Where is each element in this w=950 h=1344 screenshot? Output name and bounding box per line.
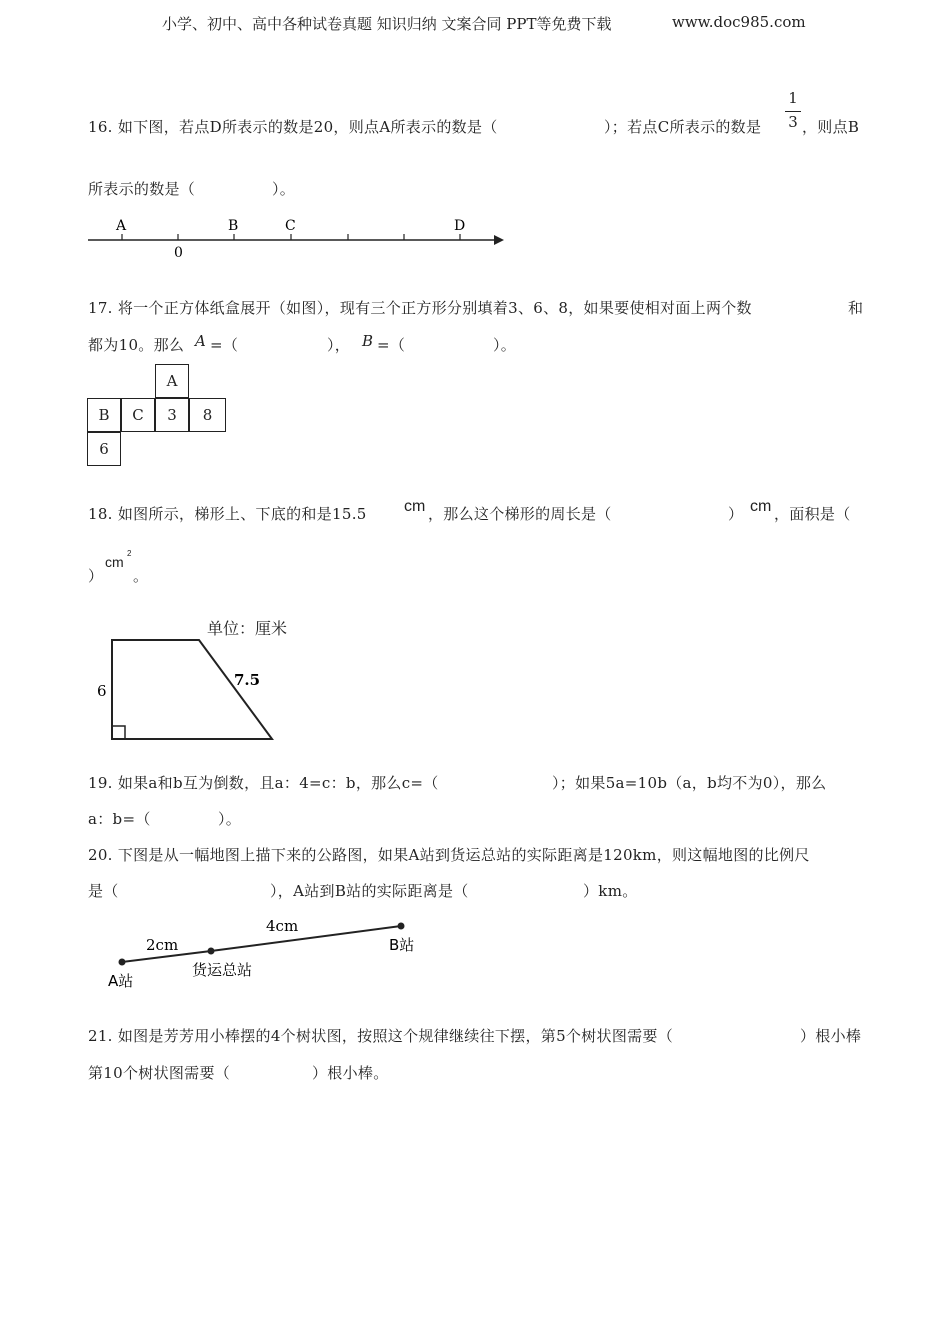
side-slant-label: 7.5 xyxy=(234,671,261,689)
q17-close1: ）， xyxy=(327,336,351,354)
q16-frac-den: 3 xyxy=(788,113,798,131)
q16-line1c: ，则点B xyxy=(802,118,860,136)
hub-label: 货运总站 xyxy=(192,961,253,979)
net-cell-c: C xyxy=(121,398,155,432)
trapezoid-unit-label: 单位：厘米 xyxy=(207,619,288,638)
q21-line2a: 第10个树状图需要（ xyxy=(88,1064,231,1082)
q17-line2a: 都为10。那么 xyxy=(88,336,185,354)
q17-line1b: 和 xyxy=(848,299,864,317)
label-a: A xyxy=(116,218,127,234)
station-b-label: B站 xyxy=(389,936,415,954)
side-height-label: 6 xyxy=(97,682,107,700)
station-b-dot xyxy=(398,923,405,930)
label-b: B xyxy=(228,218,239,234)
q16-line2b: ）。 xyxy=(272,180,296,198)
q18-unit-cm: cm xyxy=(404,498,426,515)
q18-line1a: 18. 如图所示，梯形上、下底的和是15.5 xyxy=(88,505,367,523)
net-cell-a: A xyxy=(155,364,189,398)
q19-line1a: 19. 如果a和b互为倒数，且a：4=c：b，那么c=（ xyxy=(88,774,439,792)
net-cell-b: B xyxy=(87,398,121,432)
q18-sup2: 2 xyxy=(127,549,132,558)
header-site-link[interactable]: www.doc985.com xyxy=(672,13,806,31)
q21-line2b: ）根小棒。 xyxy=(312,1064,389,1082)
hub-dot xyxy=(208,948,215,955)
label-c: C xyxy=(285,218,296,234)
header-title: 小学、初中、高中各种试卷真题 知识归纳 文案合同 PPT等免费下载 xyxy=(162,15,612,33)
q20-line1: 20. 下图是从一幅地图上描下来的公路图，如果A站到货运总站的实际距离是120km，则这幅地图的比例尺 xyxy=(88,846,810,864)
q19-line1b: ）；如果5a=10b（a，b均不为0），那么 xyxy=(552,774,827,792)
q17-eq-a: =（ xyxy=(210,336,239,354)
q18-line2b: 。 xyxy=(133,567,149,585)
q16-frac-num: 1 xyxy=(788,89,798,107)
number-line-figure xyxy=(84,210,514,265)
q21-line1b: ）根小棒 xyxy=(800,1027,862,1045)
q17-line1: 17. 将一个正方体纸盒展开（如图），现有三个正方形分别填着3、6、8，如果要使相对面上两个数 xyxy=(88,299,752,317)
right-angle-mark xyxy=(112,726,125,739)
station-a-label: A站 xyxy=(108,972,134,990)
net-cell-3: 3 xyxy=(155,398,189,432)
q18-line1c: ） xyxy=(728,505,744,523)
q18-line1d: ，面积是（ xyxy=(774,505,851,523)
q19-line2b: ）。 xyxy=(218,810,242,828)
q18-unit-cm-2: cm xyxy=(750,498,772,515)
q21-line1a: 21. 如图是芳芳用小棒摆的4个树状图，按照这个规律继续往下摆，第5个树状图需要（ xyxy=(88,1027,674,1045)
q16-line1b: ）；若点C所表示的数是 xyxy=(604,118,762,136)
road-map-figure xyxy=(100,912,430,994)
number-line-arrow xyxy=(494,235,504,245)
q17-var-b: B xyxy=(362,332,374,350)
q19-line2a: a：b=（ xyxy=(88,810,151,828)
label-d: D xyxy=(454,218,466,234)
net-cell-8: 8 xyxy=(189,398,226,432)
road-segment-2 xyxy=(211,926,401,951)
q17-var-a: A xyxy=(195,332,207,350)
q18-line1b: ，那么这个梯形的周长是（ xyxy=(428,505,612,523)
trapezoid-figure xyxy=(90,635,290,747)
q18-unit-cm2: cm xyxy=(105,554,124,570)
seg1-label: 2cm xyxy=(146,936,179,954)
trapezoid-shape xyxy=(112,640,272,739)
label-zero: 0 xyxy=(174,245,183,261)
q17-eq-b: =（ xyxy=(377,336,406,354)
q20-line2b: ），A站到B站的实际距离是（ xyxy=(270,882,469,900)
seg2-label: 4cm xyxy=(266,917,299,935)
q20-line2c: ）km。 xyxy=(583,882,638,900)
q16-frac-line xyxy=(785,111,801,112)
q16-line1a: 16. 如下图，若点D所表示的数是20，则点A所表示的数是（ xyxy=(88,118,498,136)
net-cell-6: 6 xyxy=(87,432,121,466)
q20-line2a: 是（ xyxy=(88,882,119,900)
q16-line2: 所表示的数是（ xyxy=(88,180,196,198)
station-a-dot xyxy=(119,959,126,966)
q18-line2a: ） xyxy=(88,567,104,585)
q17-close2: ）。 xyxy=(493,336,517,354)
